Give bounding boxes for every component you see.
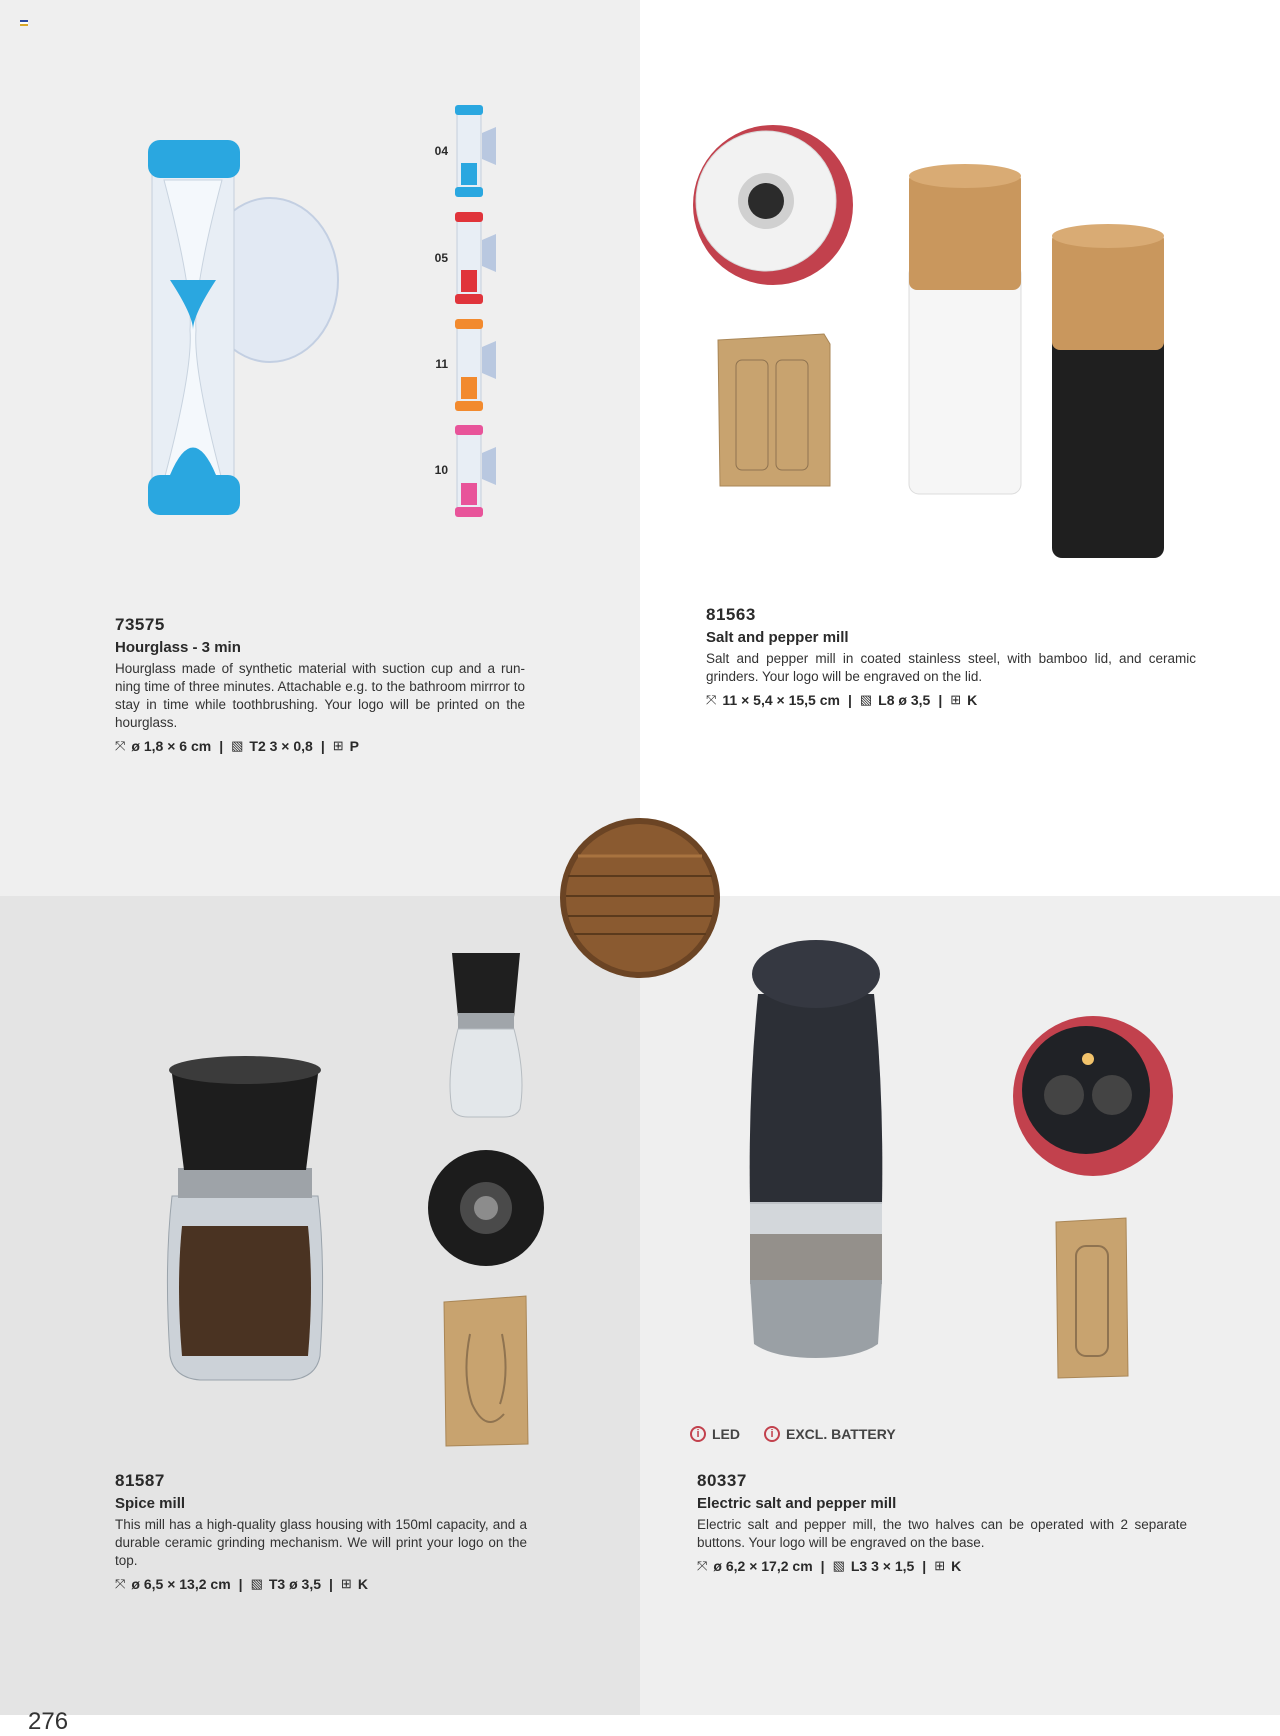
print-area-icon: ▧ — [250, 1576, 263, 1591]
box-icon: ⊞ — [950, 692, 962, 707]
electric-mill-image — [738, 934, 894, 1362]
product-name: Hourglass - 3 min — [115, 639, 241, 656]
variant-label: 05 — [434, 251, 448, 265]
hourglass-image — [130, 130, 360, 530]
size-spec: ø 6,5 × 13,2 cm — [131, 1576, 231, 1592]
product-description: Hourglass made of synthetic material with suction cup and a run-ning time of three minutes. Attachable e.g. to the bathroom mirrror to stay in time while toothbrushing. Your logo will be printed on the hourglass. — [115, 661, 525, 730]
info-icon: i — [690, 1426, 706, 1442]
product-name: Salt and pepper mill — [706, 629, 849, 646]
badge-label: LED — [712, 1426, 740, 1442]
arrows-expand-icon: ⤧ — [115, 1576, 126, 1591]
variant-label: 10 — [434, 463, 448, 477]
spice-mill-side-image — [444, 945, 528, 1121]
print-spec: T2 3 × 0,8 — [249, 738, 313, 754]
info-icon: i — [764, 1426, 780, 1442]
product-code: 81563 — [706, 605, 756, 624]
arrows-expand-icon: ⤧ — [697, 1558, 708, 1573]
product-info-81563 — [706, 605, 1196, 708]
print-area-icon: ▧ — [859, 692, 873, 707]
arrows-expand-icon: ⤧ — [115, 738, 126, 753]
product-code: 73575 — [115, 615, 165, 634]
product-info-81587 — [115, 1471, 527, 1592]
print-spec: L3 3 × 1,5 — [850, 1558, 915, 1574]
product-specs: ⤧ ø 6,2 × 17,2 cm | ▧ L3 3 × 1,5 | ⊞ K — [697, 1558, 962, 1574]
variant-hourglasses — [452, 105, 512, 525]
product-info-73575 — [115, 615, 525, 754]
product-specs: ⤧ ø 6,5 × 13,2 cm | ▧ T3 ø 3,5 | ⊞ K — [115, 1576, 368, 1592]
size-spec: ø 6,2 × 17,2 cm — [713, 1558, 813, 1574]
print-area-icon: ▧ — [832, 1558, 845, 1573]
product-specs: ⤧ 11 × 5,4 × 15,5 cm | ▧ L8 ø 3,5 | ⊞ K — [706, 692, 978, 708]
box-icon: ⊞ — [340, 1576, 352, 1591]
packaging-spec: K — [967, 692, 978, 708]
electric-mill-detail-image — [1012, 1015, 1174, 1177]
product-info-80337 — [697, 1471, 1187, 1574]
packaging-spec: P — [349, 738, 360, 754]
mill-box-image — [716, 330, 832, 490]
badge-label: EXCL. BATTERY — [786, 1426, 896, 1442]
print-spec: T3 ø 3,5 — [268, 1576, 321, 1592]
print-area-icon: ▧ — [231, 738, 244, 753]
box-icon: ⊞ — [332, 738, 344, 753]
badge-battery — [764, 1426, 896, 1442]
packaging-spec: K — [357, 1576, 368, 1592]
bamboo-detail-image — [558, 816, 722, 980]
mill-detail-image — [692, 124, 854, 286]
product-name: Electric salt and pepper mill — [697, 1495, 897, 1512]
flag-icon — [20, 20, 28, 26]
variant-label: 04 — [434, 144, 448, 158]
product-description: Salt and pepper mill in coated stainless steel, with bamboo lid, and ceramic grinders. Your logo will be engraved on the lid. — [706, 651, 1196, 684]
spice-mill-image — [160, 1056, 330, 1386]
product-description: This mill has a high-quality glass housing with 150ml capacity, and a durable ceramic grinding mechanism. We will print your logo on the top. — [115, 1517, 527, 1568]
size-spec: 11 × 5,4 × 15,5 cm — [722, 692, 840, 708]
product-specs: ⤧ ø 1,8 × 6 cm | ▧ T2 3 × 0,8 | ⊞ P — [115, 738, 360, 754]
arrows-expand-icon: ⤧ — [706, 692, 717, 707]
spice-mill-top-image — [426, 1148, 546, 1268]
page-number: 276 — [28, 1708, 69, 1735]
product-badges — [690, 1426, 896, 1442]
footer-strip — [0, 1715, 1280, 1735]
variant-label: 11 — [435, 357, 448, 371]
badge-led — [690, 1426, 740, 1442]
electric-mill-box-image — [1054, 1216, 1130, 1380]
size-spec: ø 1,8 × 6 cm — [131, 738, 212, 754]
product-name: Spice mill — [115, 1495, 186, 1512]
mill-white-image — [905, 164, 1025, 500]
spice-mill-box-image — [442, 1294, 530, 1448]
mill-black-image — [1048, 224, 1168, 564]
box-icon: ⊞ — [934, 1558, 946, 1573]
print-spec: L8 ø 3,5 — [878, 692, 931, 708]
packaging-spec: K — [951, 1558, 962, 1574]
product-code: 81587 — [115, 1471, 165, 1490]
product-description: Electric salt and pepper mill, the two halves can be operated with 2 separate buttons. Your logo will be engraved on the base. — [697, 1517, 1187, 1550]
product-code: 80337 — [697, 1471, 747, 1490]
quadrant-electric-mill — [640, 896, 1280, 1715]
